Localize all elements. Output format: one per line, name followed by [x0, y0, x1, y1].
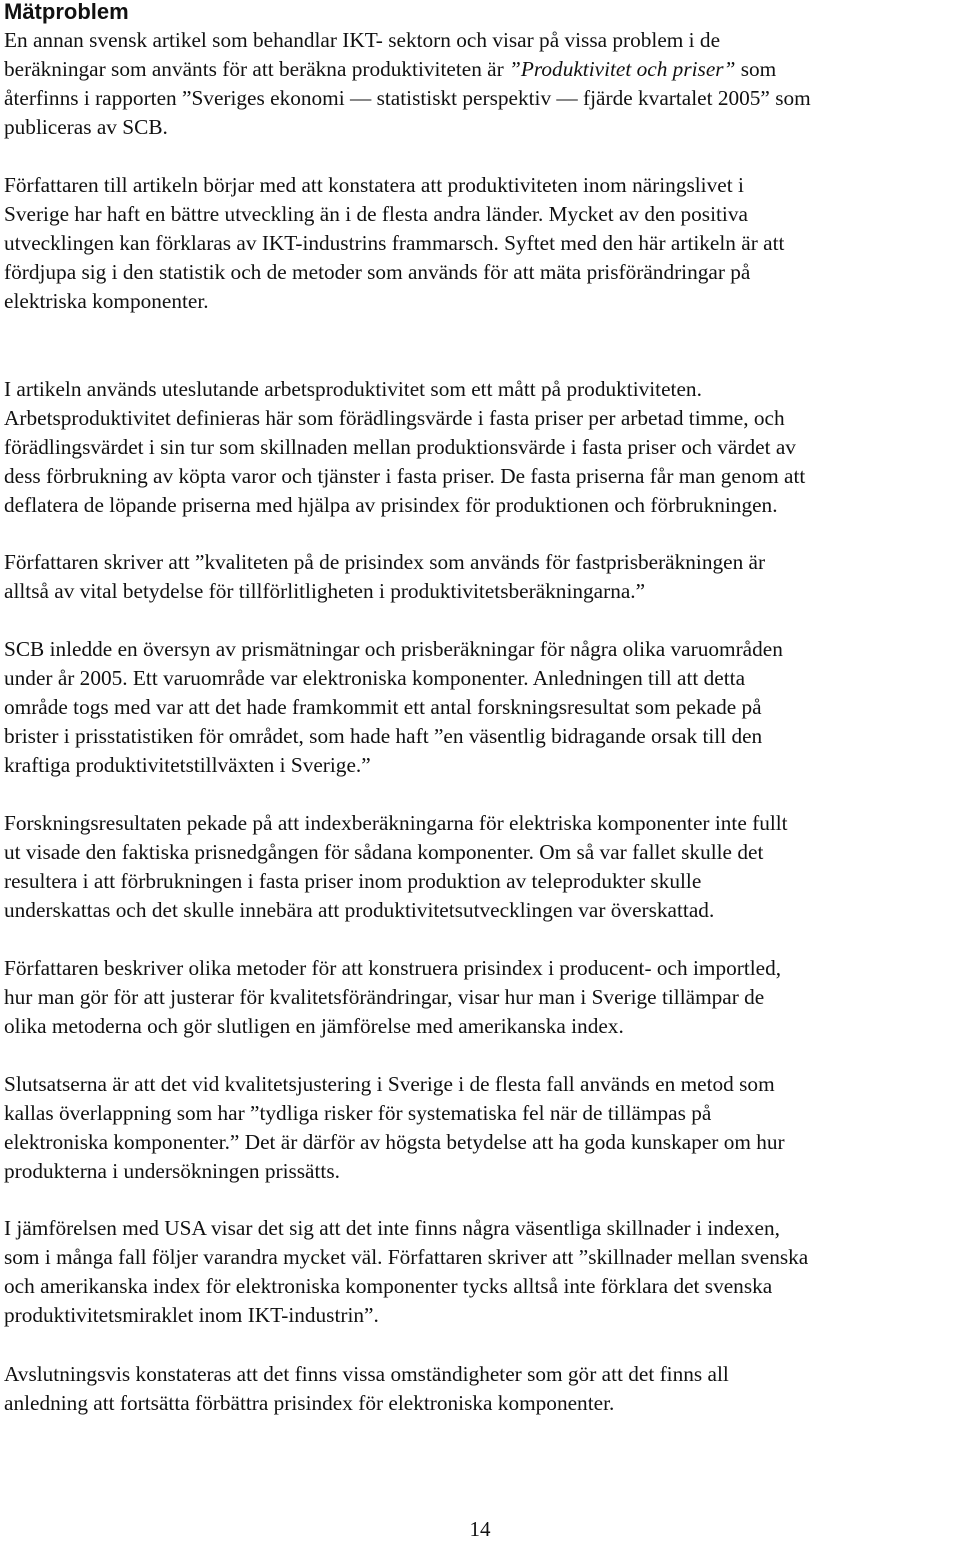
- text-line: [4, 867, 960, 896]
- text-line: [4, 577, 960, 606]
- text-line: [4, 200, 960, 229]
- text-run: En annan svensk artikel som behandlar IKT- sektorn och visar på vissa problem i de: [4, 28, 721, 52]
- text-run: beräkningar som använts för att beräkna produktiviteten är: [4, 57, 510, 81]
- text-line: [4, 404, 960, 433]
- paragraph: [4, 1360, 960, 1418]
- text-line: [4, 462, 960, 491]
- text-line: [4, 1360, 960, 1389]
- text-line: [4, 722, 960, 751]
- text-run: I artikeln används uteslutande arbetsproduktivitet som ett mått på produktiviteten.: [4, 377, 702, 401]
- text-run: dess förbrukning av köpta varor och tjänster i fasta priser. De fasta priserna får man genom att: [4, 464, 806, 488]
- paragraph: [4, 171, 960, 316]
- text-run: och amerikanska index för elektroniska komponenter tycks alltså inte förklara det svenska: [4, 1274, 773, 1298]
- text-line: [4, 1012, 960, 1041]
- text-run: Forskningsresultaten pekade på att indexberäkningarna för elektriska komponenter inte fullt: [4, 811, 788, 835]
- text-line: [4, 954, 960, 983]
- text-run: område togs med var att det hade framkommit ett antal forskningsresultat som pekade på: [4, 695, 762, 719]
- paragraph: [4, 1214, 960, 1330]
- section-heading: Mätproblem: [4, 0, 129, 24]
- text-line: [4, 26, 960, 55]
- text-line: [4, 113, 960, 142]
- text-run: elektroniska komponenter.” Det är därför av högsta betydelse att ha goda kunskaper om hur: [4, 1130, 785, 1154]
- text-line: [4, 1389, 960, 1418]
- text-run: Författaren beskriver olika metoder för att konstruera prisindex i producent- och importled,: [4, 956, 782, 980]
- text-line: [4, 287, 960, 316]
- text-run: fördjupa sig i den statistik och de metoder som används för att mäta prisförändringar på: [4, 260, 751, 284]
- text-line: [4, 838, 960, 867]
- text-run: resultera i att förbrukningen i fasta priser inom produktion av teleprodukter skulle: [4, 869, 702, 893]
- text-run: Slutsatserna är att det vid kvalitetsjustering i Sverige i de flesta fall används en metod som: [4, 1072, 775, 1096]
- text-run: Sverige har haft en bättre utveckling än i de flesta andra länder. Mycket av den positiva: [4, 202, 748, 226]
- text-line: [4, 693, 960, 722]
- text-line: [4, 809, 960, 838]
- paragraph: [4, 375, 960, 520]
- text-run: som i många fall följer varandra mycket väl. Författaren skriver att ”skillnader mellan svenska: [4, 1245, 809, 1269]
- text-run: brister i prisstatistiken för området, som hade haft ”en väsentlig bidragande orsak till den: [4, 724, 763, 748]
- paragraph: [4, 635, 960, 780]
- text-line: [4, 1301, 960, 1330]
- text-run: kraftiga produktivitetstillväxten i Sverige.”: [4, 753, 371, 777]
- text-line: [4, 229, 960, 258]
- text-line: [4, 258, 960, 287]
- paragraph: [4, 26, 960, 142]
- text-line: [4, 896, 960, 925]
- text-run: utvecklingen kan förklaras av IKT-industrins frammarsch. Syftet med den här artikeln är att: [4, 231, 785, 255]
- text-run: Författaren till artikeln börjar med att konstatera att produktiviteten inom näringslivet i: [4, 173, 744, 197]
- text-run: publiceras av SCB.: [4, 115, 168, 139]
- text-line: [4, 1214, 960, 1243]
- text-run: produktivitetsmiraklet inom IKT-industrin”.: [4, 1303, 379, 1327]
- text-line: [4, 983, 960, 1012]
- text-line: [4, 1243, 960, 1272]
- text-run: elektriska komponenter.: [4, 289, 209, 313]
- text-line: [4, 171, 960, 200]
- text-run: produkterna i undersökningen prissätts.: [4, 1159, 340, 1183]
- text-run: Författaren skriver att ”kvaliteten på de prisindex som används för fastprisberäkningen är: [4, 550, 766, 574]
- text-line: [4, 1272, 960, 1301]
- text-run: som: [735, 57, 777, 81]
- text-run: hur man gör för att justerar för kvalitetsförändringar, visar hur man i Sverige tillämpar de: [4, 985, 765, 1009]
- text-run: förädlingsvärdet i sin tur som skillnaden mellan produktionsvärde i fasta priser och värdet av: [4, 435, 796, 459]
- text-run: underskattas och det skulle innebära att produktivitetsutvecklingen var överskattad.: [4, 898, 715, 922]
- text-run: deflatera de löpande priserna med hjälpa av prisindex för produktionen och förbrukningen.: [4, 493, 778, 517]
- page-number: 14: [469, 1517, 491, 1541]
- text-run: anledning att fortsätta förbättra prisindex för elektroniska komponenter.: [4, 1391, 615, 1415]
- text-run: I jämförelsen med USA visar det sig att det inte finns några väsentliga skillnader i indexen,: [4, 1216, 780, 1240]
- text-line: [4, 1070, 960, 1099]
- italic-text-run: ”Produktivitet och priser”: [509, 57, 736, 81]
- text-line: [4, 433, 960, 462]
- text-line: [4, 635, 960, 664]
- text-run: återfinns i rapporten ”Sveriges ekonomi — statistiskt perspektiv — fjärde kvartalet 2005” som: [4, 86, 811, 110]
- text-line: [4, 1099, 960, 1128]
- paragraph: [4, 1070, 960, 1186]
- text-run: SCB inledde en översyn av prismätningar och prisberäkningar för några olika varuområden: [4, 637, 783, 661]
- paragraph: [4, 954, 960, 1041]
- text-line: [4, 375, 960, 404]
- text-run: alltså av vital betydelse för tillförlitligheten i produktivitetsberäkningarna.”: [4, 579, 646, 603]
- text-line: [4, 664, 960, 693]
- text-line: [4, 491, 960, 520]
- paragraph: [4, 548, 960, 606]
- text-run: olika metoderna och gör slutligen en jämförelse med amerikanska index.: [4, 1014, 624, 1038]
- text-run: ut visade den faktiska prisnedgången för sådana komponenter. Om så var fallet skulle det: [4, 840, 764, 864]
- text-line: [4, 84, 960, 113]
- text-line: [4, 548, 960, 577]
- text-line: [4, 1128, 960, 1157]
- text-run: kallas överlappning som har ”tydliga risker för systematiska fel när de tillämpas på: [4, 1101, 712, 1125]
- paragraph: [4, 809, 960, 925]
- text-line: [4, 1157, 960, 1186]
- text-run: Arbetsproduktivitet definieras här som förädlingsvärde i fasta priser per arbetad timme, och: [4, 406, 785, 430]
- text-run: Avslutningsvis konstateras att det finns vissa omständigheter som gör att det finns all: [4, 1362, 729, 1386]
- text-line: [4, 55, 960, 84]
- text-line: [4, 751, 960, 780]
- text-run: under år 2005. Ett varuområde var elektroniska komponenter. Anledningen till att detta: [4, 666, 746, 690]
